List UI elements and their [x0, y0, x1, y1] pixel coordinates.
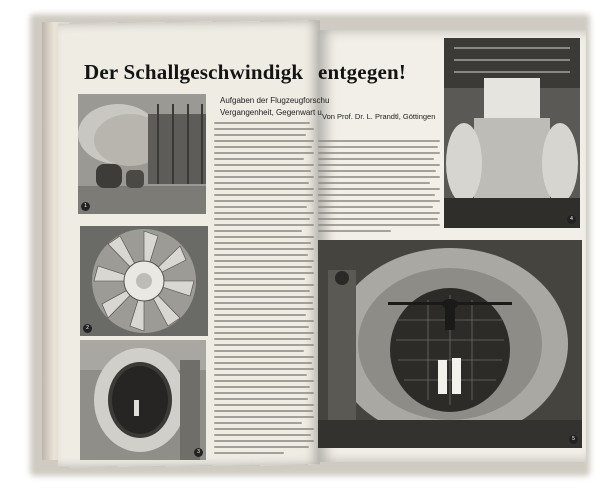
photo-tunnel-hall: [444, 38, 580, 228]
photo-number: 2: [83, 324, 92, 333]
right-text-block: [318, 140, 440, 240]
photo-wind-tunnel-exterior: [78, 94, 206, 214]
fan-blades-image: [80, 226, 208, 336]
photo-number: 1: [81, 202, 90, 211]
article-headline: [84, 60, 303, 85]
tunnel-ring-image: [80, 340, 206, 460]
tunnel-hall-image: [444, 38, 580, 228]
photo-fan-blades: [80, 226, 208, 336]
photo-number: 4: [567, 215, 576, 224]
headline-right-part: entgegen!: [318, 60, 407, 84]
tunnel-test-section-image: [318, 240, 582, 448]
left-text-column: [214, 122, 314, 458]
headline-left-part: Der Schallgeschwindigk: [84, 60, 304, 84]
photo-number: 5: [569, 435, 578, 444]
photo-number: 3: [194, 448, 203, 457]
wind-tunnel-exterior-image: [78, 94, 206, 214]
subtitle-line-2: Vergangenheit, Gegenwart u: [220, 108, 322, 117]
photo-tunnel-ring: [80, 340, 206, 460]
subtitle-line-1: Aufgaben der Flugzeugforschu: [220, 96, 330, 105]
author-line: Von Prof. Dr. L. Prandtl, Göttingen: [322, 112, 436, 121]
article-headline-right: [318, 60, 406, 85]
photo-tunnel-test-section: [318, 240, 582, 448]
